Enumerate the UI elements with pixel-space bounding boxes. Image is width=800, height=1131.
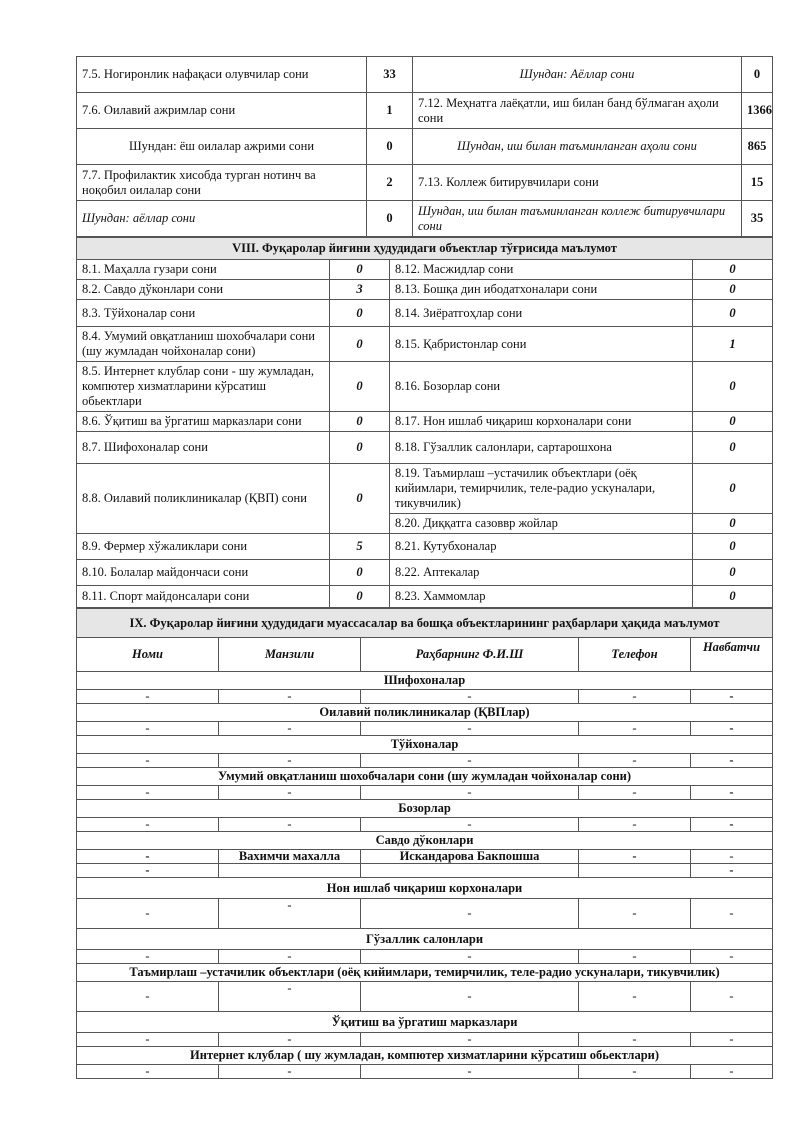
row-value: 1 <box>367 93 413 129</box>
row-label: 8.9. Фермер хўжаликлари сони <box>77 534 330 560</box>
row-value: 0 <box>330 586 390 608</box>
table-row <box>77 982 773 1012</box>
table-row <box>77 1065 773 1079</box>
row-label: Шундан: ёш оилалар ажрими сони <box>77 129 367 165</box>
cell-dash: - <box>77 754 219 768</box>
category-training-centers: Ўқитиш ва ўргатиш марказлари <box>77 1012 773 1033</box>
row-value: 0 <box>693 560 773 586</box>
row-value: 0 <box>367 201 413 237</box>
row-value: 0 <box>330 327 390 362</box>
category-shops: Савдо дўконлари <box>77 832 773 850</box>
row-value: 0 <box>330 560 390 586</box>
row-value: 0 <box>693 586 773 608</box>
table-row <box>77 722 773 736</box>
cell-dash: - <box>219 1033 361 1047</box>
section-8-table <box>76 237 773 608</box>
col-header-phone: Телефон <box>579 638 691 672</box>
row-value: 1 <box>693 327 773 362</box>
category-internet-clubs: Интернет клублар ( шу жумладан, компютер хизматларини кўрсатиш обьектлари) <box>77 1047 773 1065</box>
row-label: 8.5. Интернет клублар сони - шу жумладан, компютер хизматларини кўрсатиш обьектлари <box>77 362 330 412</box>
cell-dash: - <box>579 1065 691 1079</box>
row-value: 33 <box>367 57 413 93</box>
shop-address: Вахимчи махалла <box>219 850 361 864</box>
table-row <box>77 362 773 412</box>
row-label: 8.23. Хаммомлар <box>390 586 693 608</box>
row-value: 0 <box>330 260 390 280</box>
col-header-head: Раҳбарнинг Ф.И.Ш <box>361 638 579 672</box>
row-label: 8.10. Болалар майдончаси сони <box>77 560 330 586</box>
row-value: 0 <box>693 362 773 412</box>
row-value: 0 <box>742 57 773 93</box>
cell-dash: - <box>579 754 691 768</box>
cell-dash: - <box>77 722 219 736</box>
cell-dash: - <box>219 722 361 736</box>
row-value: 0 <box>693 432 773 464</box>
cell-dash: - <box>691 950 773 964</box>
row-label: 8.15. Қабристонлар сони <box>390 327 693 362</box>
row-value: 2 <box>367 165 413 201</box>
row-label: 8.18. Гўзаллик салонлари, сартарошхона <box>390 432 693 464</box>
row-value: 0 <box>330 464 390 534</box>
col-header-address: Манзили <box>219 638 361 672</box>
table-row <box>77 260 773 280</box>
cell-dash: - <box>361 1065 579 1079</box>
category-wedding-halls: Тўйхоналар <box>77 736 773 754</box>
table-row <box>77 560 773 586</box>
row-label: 7.6. Оилавий ажримлар сони <box>77 93 367 129</box>
table-row <box>77 201 773 237</box>
section-9-title: IX. Фуқаролар йиғини ҳудудидаги муассасалар ва бошқа объектларининг раҳбарлари ҳақида маълумот <box>77 609 773 638</box>
cell-dash: - <box>219 950 361 964</box>
row-value: 0 <box>693 534 773 560</box>
cell-dash: - <box>361 1033 579 1047</box>
table-row <box>77 534 773 560</box>
row-label: 8.1. Маҳалла гузари сони <box>77 260 330 280</box>
category-markets: Бозорлар <box>77 800 773 818</box>
row-label: 8.14. Зиёратгоҳлар сони <box>390 300 693 327</box>
cell-dash: - <box>691 1065 773 1079</box>
document-page <box>76 56 772 1079</box>
row-value: 0 <box>693 412 773 432</box>
table-header-row <box>77 638 773 672</box>
table-row <box>77 754 773 768</box>
row-value: 35 <box>742 201 773 237</box>
row-label: 7.5. Ногиронлик нафақаси олувчилар сони <box>77 57 367 93</box>
row-label: 8.12. Масжидлар сони <box>390 260 693 280</box>
cell-dash: - <box>579 722 691 736</box>
row-value: 0 <box>330 432 390 464</box>
cell-dash: - <box>219 818 361 832</box>
cell-dash: - <box>219 690 361 704</box>
row-value: 5 <box>330 534 390 560</box>
cell-dash: - <box>691 1033 773 1047</box>
section-9-table <box>76 608 773 1079</box>
category-bakeries: Нон ишлаб чиқариш корхоналари <box>77 878 773 899</box>
cell-dash: - <box>361 899 579 929</box>
cell-dash: - <box>579 899 691 929</box>
row-label: 8.16. Бозорлар сони <box>390 362 693 412</box>
cell-dash: - <box>77 690 219 704</box>
row-label: 7.13. Коллеж битирувчилари сони <box>413 165 742 201</box>
cell-dash: - <box>579 950 691 964</box>
shop-head: Искандарова Бакпошша <box>361 850 579 864</box>
row-value: 0 <box>693 280 773 300</box>
table-row <box>77 850 773 864</box>
row-label: 8.20. Диққатга сазоввр жойлар <box>390 514 693 534</box>
table-row <box>77 93 773 129</box>
cell-dash: - <box>579 786 691 800</box>
cell-dash: - <box>219 1065 361 1079</box>
cell-dash: - <box>579 850 691 864</box>
cell-dash: - <box>361 754 579 768</box>
row-label: Шундан, иш билан таъминланган аҳоли сони <box>413 129 742 165</box>
cell-dash: - <box>691 899 773 929</box>
cell-dash: - <box>219 754 361 768</box>
table-row <box>77 586 773 608</box>
cell-dash: - <box>77 1033 219 1047</box>
table-row <box>77 899 773 929</box>
cell-dash: - <box>77 1065 219 1079</box>
table-row <box>77 1033 773 1047</box>
table-row <box>77 165 773 201</box>
row-value: 865 <box>742 129 773 165</box>
cell-dash: - <box>691 690 773 704</box>
row-value: 3 <box>330 280 390 300</box>
row-value: 0 <box>330 300 390 327</box>
row-label: Шундан, иш билан таъминланган коллеж битирувчилари сони <box>413 201 742 237</box>
cell-dash: - <box>579 1033 691 1047</box>
cell-dash: - <box>77 850 219 864</box>
table-row <box>77 129 773 165</box>
cell-dash: - <box>77 818 219 832</box>
cell-dash: - <box>361 818 579 832</box>
table-row <box>77 412 773 432</box>
table-row <box>77 327 773 362</box>
row-label: 7.12. Меҳнатга лаёқатли, иш билан банд бўлмаган аҳоли сони <box>413 93 742 129</box>
section-7-table <box>76 56 773 237</box>
row-value: 1366 <box>742 93 773 129</box>
category-hospitals: Шифохоналар <box>77 672 773 690</box>
row-label: 8.2. Савдо дўконлари сони <box>77 280 330 300</box>
cell-dash: - <box>691 754 773 768</box>
cell-dash: - <box>219 899 361 929</box>
row-label: Шундан: аёллар сони <box>77 201 367 237</box>
section-8-title: VIII. Фуқаролар йиғини ҳудудидаги объектлар тўғрисида маълумот <box>77 238 773 260</box>
cell-dash: - <box>361 950 579 964</box>
row-label: 8.8. Оилавий поликлиникалар (ҚВП) сони <box>77 464 330 534</box>
cell-dash: - <box>691 864 773 878</box>
cell-dash: - <box>361 786 579 800</box>
cell-dash: - <box>77 786 219 800</box>
table-row <box>77 950 773 964</box>
row-value: 0 <box>693 300 773 327</box>
cell-dash: - <box>579 690 691 704</box>
table-row <box>77 864 773 878</box>
row-value: 0 <box>693 464 773 514</box>
cell-dash: - <box>77 950 219 964</box>
category-polyclinics: Оилавий поликлиникалар (ҚВПлар) <box>77 704 773 722</box>
table-row <box>77 818 773 832</box>
table-row <box>77 464 773 514</box>
table-row <box>77 300 773 327</box>
cell-dash: - <box>361 722 579 736</box>
row-label: Шундан: Аёллар сони <box>413 57 742 93</box>
cell-dash: - <box>579 982 691 1012</box>
category-repair-workshops: Таъмирлаш –устачилик объектлари (оёқ кийимлари, темирчилик, теле-радио ускуналари, тикувчилик) <box>77 964 773 982</box>
cell-dash: - <box>361 690 579 704</box>
table-row <box>77 57 773 93</box>
row-value: 0 <box>367 129 413 165</box>
row-value: 0 <box>693 260 773 280</box>
cell-dash: - <box>691 850 773 864</box>
row-label: 8.4. Умумий овқатланиш шохобчалари сони (шу жумладан чойхоналар сони) <box>77 327 330 362</box>
row-value: 0 <box>330 362 390 412</box>
cell-dash: - <box>691 818 773 832</box>
row-value: 0 <box>693 514 773 534</box>
row-label: 7.7. Профилактик хисобда турган нотинч ва ноқобил оилалар сони <box>77 165 367 201</box>
row-label: 8.13. Бошқа дин ибодатхоналари сони <box>390 280 693 300</box>
row-label: 8.7. Шифохоналар сони <box>77 432 330 464</box>
table-row <box>77 690 773 704</box>
table-row <box>77 786 773 800</box>
cell-dash: - <box>579 818 691 832</box>
cell-dash: - <box>77 899 219 929</box>
cell-dash: - <box>219 982 361 1012</box>
category-catering: Умумий овқатланиш шохобчалари сони (шу жумладан чойхоналар сони) <box>77 768 773 786</box>
table-row <box>77 432 773 464</box>
row-label: 8.19. Таъмирлаш –устачилик объектлари (оёқ кийимлари, темирчилик, теле-радио ускуналари, тикувчилик) <box>390 464 693 514</box>
row-label: 8.3. Тўйхоналар сони <box>77 300 330 327</box>
row-value: 0 <box>330 412 390 432</box>
row-label: 8.11. Спорт майдонсалари сони <box>77 586 330 608</box>
cell-dash: - <box>361 982 579 1012</box>
row-label: 8.17. Нон ишлаб чиқариш корхоналари сони <box>390 412 693 432</box>
cell-dash: - <box>691 722 773 736</box>
cell-dash: - <box>691 786 773 800</box>
row-label: 8.22. Аптекалар <box>390 560 693 586</box>
category-beauty-salons: Гўзаллик салонлари <box>77 929 773 950</box>
row-value: 15 <box>742 165 773 201</box>
row-label: 8.21. Кутубхоналар <box>390 534 693 560</box>
cell-dash: - <box>691 982 773 1012</box>
table-row <box>77 280 773 300</box>
cell-dash: - <box>219 786 361 800</box>
cell-dash: - <box>77 864 219 878</box>
col-header-duty: Навбатчи <box>691 638 773 672</box>
row-label: 8.6. Ўқитиш ва ўргатиш марказлари сони <box>77 412 330 432</box>
cell-dash: - <box>77 982 219 1012</box>
col-header-name: Номи <box>77 638 219 672</box>
